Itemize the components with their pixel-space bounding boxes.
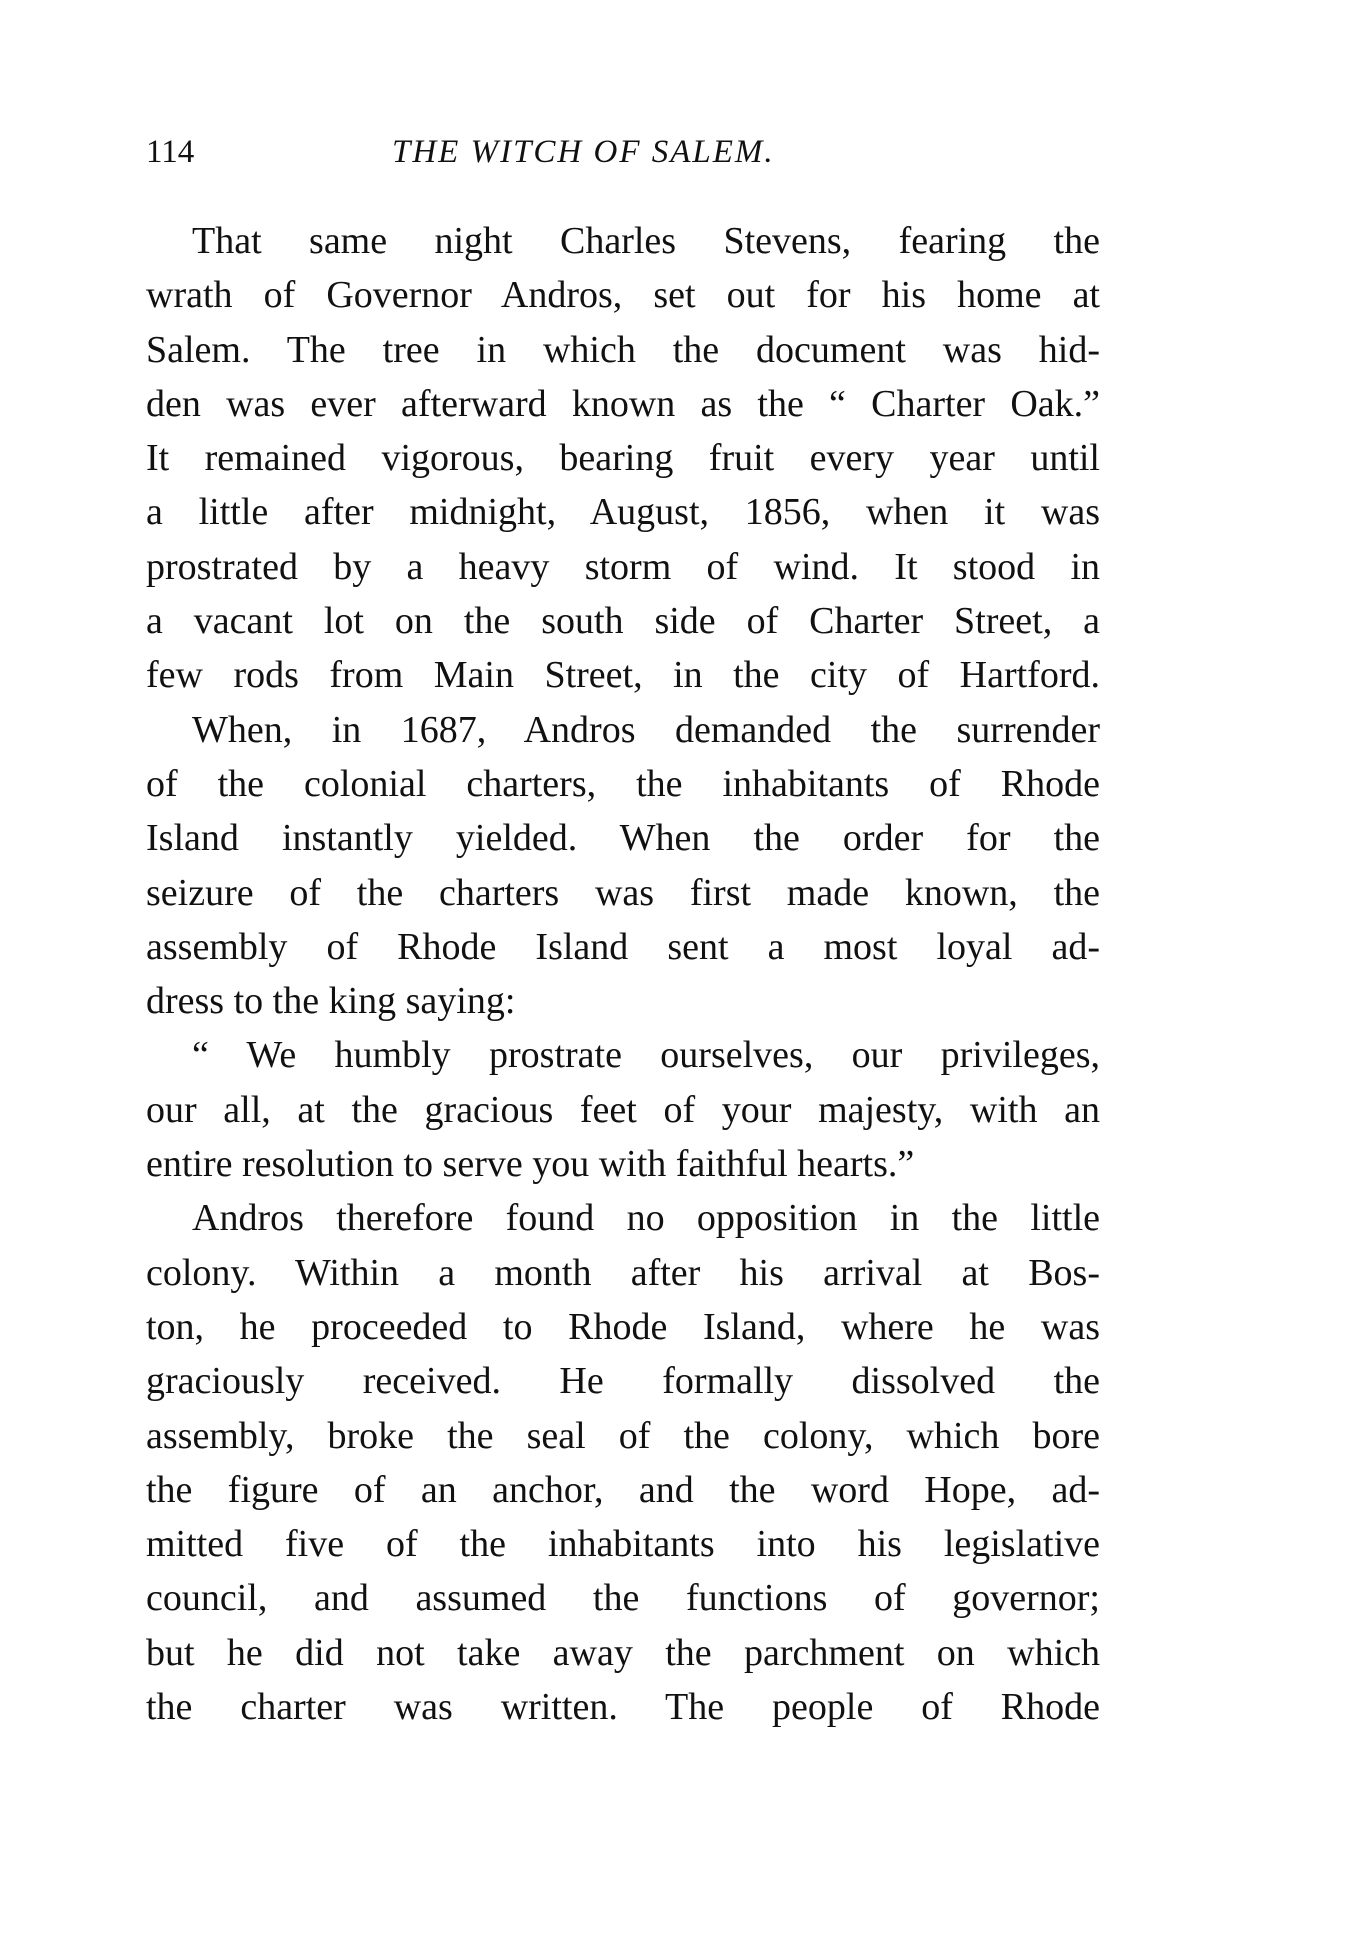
text-line: den was ever afterward known as the “ Charter Oak.”: [146, 382, 1100, 425]
body-text: [146, 214, 1100, 1734]
text-line: a vacant lot on the south side of Charter Street, a: [146, 600, 1100, 643]
quotation-paragraph: [146, 1028, 1100, 1191]
text-line: few rods from Main Street, in the city of Hartford.: [146, 654, 1100, 697]
text-line: graciously received. He formally dissolved the: [146, 1360, 1100, 1403]
text-line: dress to the king saying:: [146, 980, 516, 1023]
text-line: council, and assumed the functions of governor;: [146, 1577, 1100, 1620]
text-line: the figure of an anchor, and the word Hope, ad-: [146, 1468, 1100, 1511]
text-line: assembly, broke the seal of the colony, which bore: [146, 1414, 1100, 1457]
paragraph: [146, 703, 1100, 1029]
text-line: wrath of Governor Andros, set out for his home at: [146, 274, 1100, 317]
text-line: Salem. The tree in which the document was hid-: [146, 328, 1100, 371]
paragraph: [146, 214, 1100, 703]
text-line: That same night Charles Stevens, fearing the: [192, 220, 1100, 262]
text-line: seizure of the charters was first made known, the: [146, 871, 1100, 914]
text-line: “ We humbly prostrate ourselves, our privileges,: [192, 1034, 1100, 1077]
text-line: entire resolution to serve you with faithful hearts.”: [146, 1143, 915, 1186]
running-head: THE WITCH OF SALEM.: [392, 134, 775, 170]
text-line: When, in 1687, Andros demanded the surrender: [192, 708, 1100, 751]
text-line: prostrated by a heavy storm of wind. It stood in: [146, 545, 1100, 588]
text-line: of the colonial charters, the inhabitants of Rhode: [146, 762, 1100, 805]
page-number: 114: [146, 134, 195, 170]
text-line: ton, he proceeded to Rhode Island, where he was: [146, 1305, 1100, 1348]
book-page: [146, 130, 1100, 1734]
paragraph: [146, 1191, 1100, 1734]
text-line: Island instantly yielded. When the order for the: [146, 817, 1100, 860]
text-line: a little after midnight, August, 1856, when it was: [146, 491, 1100, 534]
text-line: but he did not take away the parchment on which: [146, 1631, 1100, 1674]
text-line: Andros therefore found no opposition in the little: [192, 1197, 1100, 1240]
text-line: It remained vigorous, bearing fruit every year until: [146, 437, 1100, 480]
page-header: [146, 130, 1100, 186]
text-line: the charter was written. The people of Rhode: [146, 1686, 1100, 1729]
text-line: our all, at the gracious feet of your majesty, with an: [146, 1088, 1100, 1131]
text-line: colony. Within a month after his arrival at Bos-: [146, 1251, 1100, 1294]
text-line: mitted five of the inhabitants into his legislative: [146, 1523, 1100, 1566]
text-line: assembly of Rhode Island sent a most loyal ad-: [146, 925, 1100, 968]
